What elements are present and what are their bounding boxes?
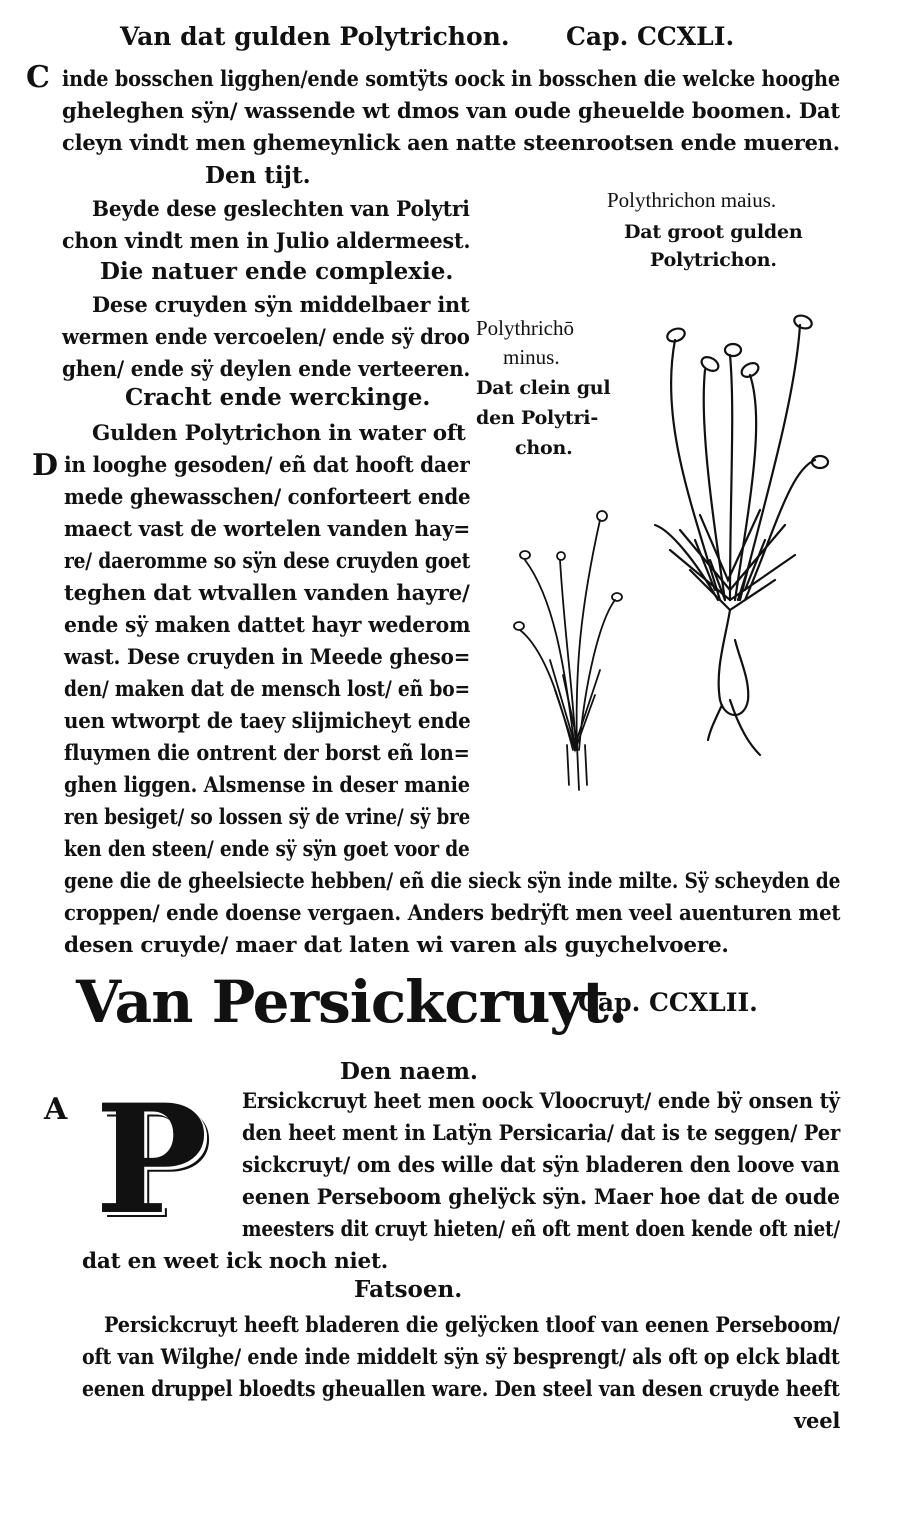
section-heading-cracht: Cracht ende werckinge. — [125, 384, 431, 411]
text-line: mede ghewasschen/ conforteert ende — [64, 485, 471, 510]
text-line: eenen druppel bloedts gheuallen ware. Den steel van desen cruyde heeft — [82, 1377, 840, 1402]
text-line: Ersickcruyt heet men oock Vloocruyt/ ende bÿ onsen tÿ — [242, 1089, 840, 1114]
catchword: veel — [794, 1409, 841, 1434]
figure-caption-major: Dat groot gulden — [624, 221, 803, 243]
section-heading-tijt: Den tijt. — [205, 162, 311, 189]
figure-caption-minor: chon. — [515, 437, 573, 459]
text-line: ghen/ ende sÿ deylen ende verteeren. — [62, 357, 471, 382]
text-line: oft van Wilghe/ ende inde middelt sÿn sÿ besprengt/ als oft op elck bladt — [82, 1345, 840, 1370]
margin-letter-d: D — [32, 448, 59, 483]
text-line: den/ maken dat de mensch lost/ eñ bo= — [64, 677, 470, 702]
text-line: cleyn vindt men ghemeynlick aen natte steenrootsen ende mueren. — [62, 131, 840, 156]
text-line: wast. Dese cruyden in Meede gheso= — [64, 645, 471, 670]
figure-caption-minor: Polythrichō — [476, 316, 574, 340]
margin-letter-c: C — [26, 60, 50, 95]
text-line: dat en weet ick noch niet. — [82, 1249, 388, 1274]
text-line: Gulden Polytrichon in water oft — [92, 421, 466, 446]
figure-caption-minor: Dat clein gul — [476, 377, 611, 399]
text-line: Beyde dese geslechten van Polytri — [92, 197, 470, 222]
chapter-number: Cap. CCXLI. — [566, 22, 735, 51]
woodcut-polytrichon-minus — [505, 500, 635, 800]
text-line: re/ daeromme so sÿn dese cruyden goet — [64, 549, 471, 574]
text-line: maect vast de wortelen vanden hay= — [64, 517, 471, 542]
chapter-number: Cap. CCXLII. — [578, 988, 758, 1017]
text-line: den heet ment in Latÿn Persicaria/ dat is te seggen/ Per — [242, 1121, 841, 1146]
text-line: ghen liggen. Alsmense in deser manie — [64, 773, 470, 798]
text-line: croppen/ ende doense vergaen. Anders bedrÿft men veel auenturen met — [64, 901, 841, 926]
chapter-title: Van Persickcruyt. — [76, 968, 628, 1036]
text-line: inde bosschen ligghen/ende somtÿts oock in bosschen die welcke hooghe — [62, 67, 840, 92]
section-heading-fatsoen: Fatsoen. — [354, 1276, 463, 1303]
text-line: in looghe gesoden/ eñ dat hooft daer — [64, 453, 470, 478]
figure-caption-minor: den Polytri- — [476, 407, 598, 429]
running-head: Van dat gulden Polytrichon. — [120, 22, 510, 51]
text-line: ken den steen/ ende sÿ sÿn goet voor de — [64, 837, 470, 862]
text-line: meesters dit cruyt hieten/ eñ oft ment doen kende oft niet/ — [242, 1217, 840, 1242]
text-line: gheleghen sÿn/ wassende wt dmos van oude gheuelde boomen. Dat — [62, 99, 840, 124]
text-line: desen cruyde/ maer dat laten wi varen als guychelvoere. — [64, 933, 729, 958]
text-line: wermen ende vercoelen/ ende sÿ droo — [62, 325, 470, 350]
text-line: uen wtworpt de taey slijmicheyt ende — [64, 709, 471, 734]
text-line: Dese cruyden sÿn middelbaer int — [92, 293, 470, 318]
woodcut-polytrichon-maius — [600, 300, 850, 770]
figure-caption-major: Polythrichon maius. — [607, 188, 777, 212]
figure-caption-major: Polytrichon. — [650, 249, 777, 271]
text-line: gene die de gheelsiecte hebben/ eñ die sieck sÿn inde milte. Sÿ scheyden de — [64, 869, 841, 894]
text-line: ren besiget/ so lossen sÿ de vrine/ sÿ bre — [64, 805, 471, 830]
text-line: ende sÿ maken dattet hayr wederom — [64, 613, 471, 638]
section-heading-natuer: Die natuer ende complexie. — [100, 258, 454, 285]
text-line: teghen dat wtvallen vanden hayre/ — [64, 581, 470, 606]
drop-cap: P — [95, 1072, 208, 1248]
margin-letter-a: A — [44, 1092, 68, 1127]
text-line: eenen Perseboom ghelÿck sÿn. Maer hoe dat de oude — [242, 1185, 840, 1210]
text-line: chon vindt men in Julio aldermeest. — [62, 229, 471, 254]
text-line: fluymen die ontrent der borst eñ lon= — [64, 741, 470, 766]
section-heading-naem: Den naem. — [340, 1058, 478, 1085]
text-line: Persickcruyt heeft bladeren die gelÿcken tloof van eenen Perseboom/ — [104, 1313, 840, 1338]
figure-caption-minor: minus. — [503, 345, 560, 369]
text-line: sickcruyt/ om des wille dat sÿn bladeren den loove van — [242, 1153, 840, 1178]
